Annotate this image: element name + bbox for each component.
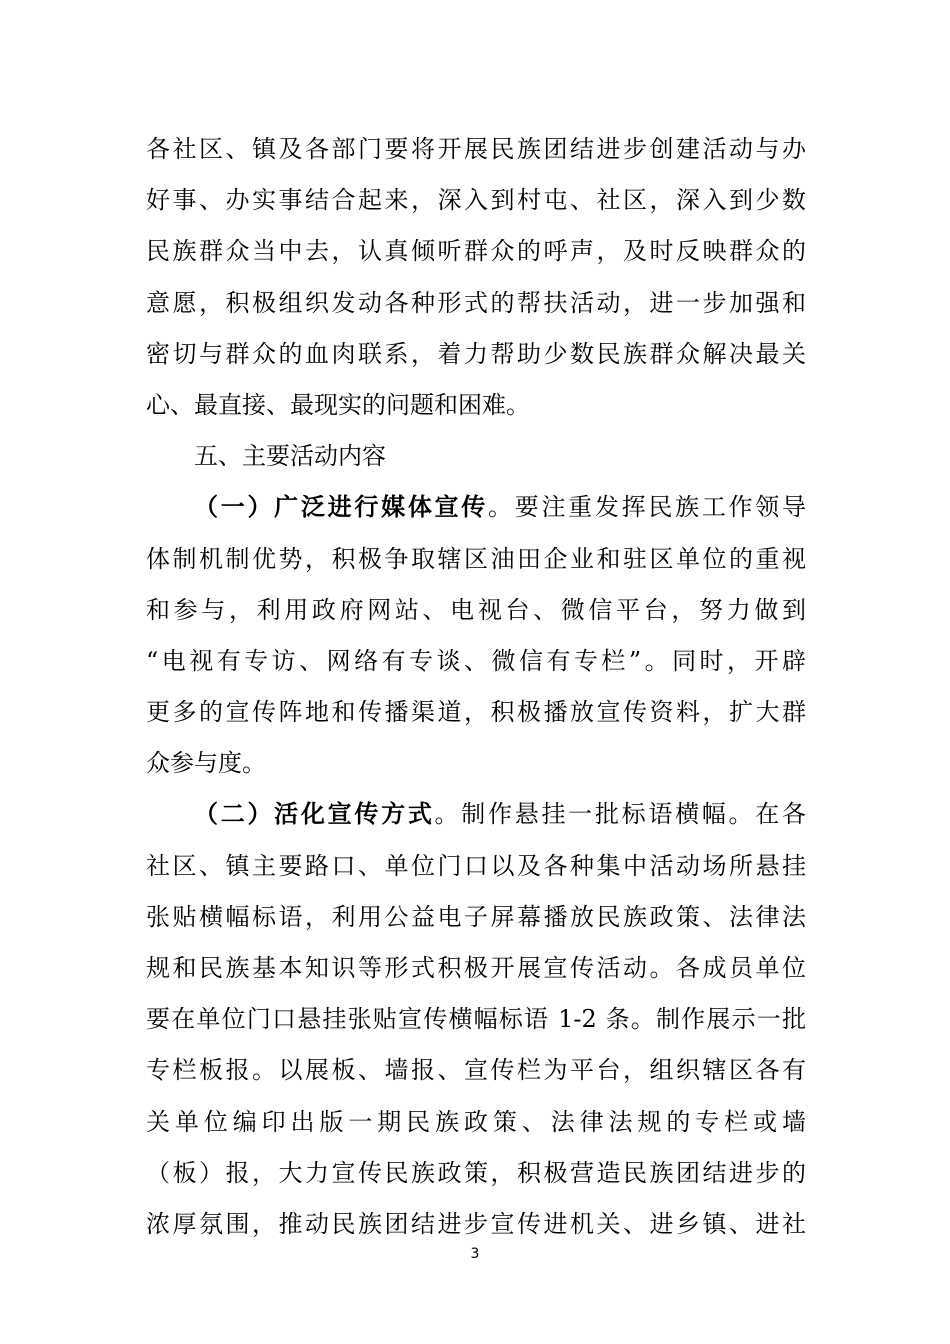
page-number: 3 [470, 1246, 480, 1262]
paragraph-line: 众参与度。 [146, 749, 266, 778]
paragraph-line: 张贴横幅标语，利用公益电子屏幕播放民族政策、法律法 [146, 902, 806, 931]
paragraph-line: 更多的宣传阵地和传播渠道，积极播放宣传资料，扩大群 [146, 698, 806, 727]
paragraph-1 [146, 124, 806, 431]
paragraph-line: 浓厚氛围，推动民族团结进步宣传进机关、进乡镇、进社 [146, 1209, 806, 1238]
paragraph-line: 意愿，积极组织发动各种形式的帮扶活动，进一步加强和 [146, 288, 806, 317]
section-heading: 五、主要活动内容 [194, 442, 386, 471]
item-1-title: （一）广泛进行媒体宣传 [194, 493, 488, 522]
paragraph-line: 各社区、镇及各部门要将开展民族团结进步创建活动与办 [146, 135, 806, 163]
paragraph-line: 社区、镇主要路口、单位门口以及各种集中活动场所悬挂 [146, 851, 806, 880]
paragraph-line: （板）报，大力宣传民族政策，积极营造民族团结进步的 [146, 1158, 806, 1187]
paragraph-line: 密切与群众的血肉联系，着力帮助少数民族群众解决最关 [146, 339, 806, 368]
item-1-paragraph [146, 482, 806, 789]
paragraph-line: 好事、办实事结合起来，深入到村屯、社区，深入到少数 [146, 186, 806, 215]
paragraph-line: 规和民族基本知识等形式积极开展宣传活动。各成员单位 [146, 954, 806, 982]
paragraph-line: 民族群众当中去，认真倾听群众的呼声，及时反映群众的 [146, 237, 806, 266]
paragraph-line: 心、最直接、最现实的问题和困难。 [146, 390, 530, 419]
paragraph-line: 关单位编印出版一期民族政策、法律法规的专栏或墙 [146, 1107, 806, 1136]
item-2-paragraph [146, 789, 806, 1250]
paragraph-line: 要在单位门口悬挂张贴宣传横幅标语 1-2 条。制作展示一批 [146, 1005, 806, 1034]
paragraph-line: “电视有专访、网络有专谈、微信有专栏”。同时，开辟 [146, 646, 806, 675]
page-content [146, 124, 806, 1250]
item-1-first-line-text: 。要注重发挥民族工作领导 [488, 493, 806, 522]
paragraph-line: 专栏板报。以展板、墙报、宣传栏为平台，组织辖区各有 [146, 1056, 806, 1085]
item-2-first-line-text: 。制作悬挂一批标语横幅。在各 [434, 800, 806, 829]
item-2-title: （二）活化宣传方式 [194, 800, 435, 829]
paragraph-line: 和参与，利用政府网站、电视台、微信平台，努力做到 [146, 595, 806, 624]
item-2-first-line [146, 789, 806, 840]
paragraph-line: 体制机制优势，积极争取辖区油田企业和驻区单位的重视 [146, 544, 806, 573]
item-1-first-line [146, 482, 806, 533]
